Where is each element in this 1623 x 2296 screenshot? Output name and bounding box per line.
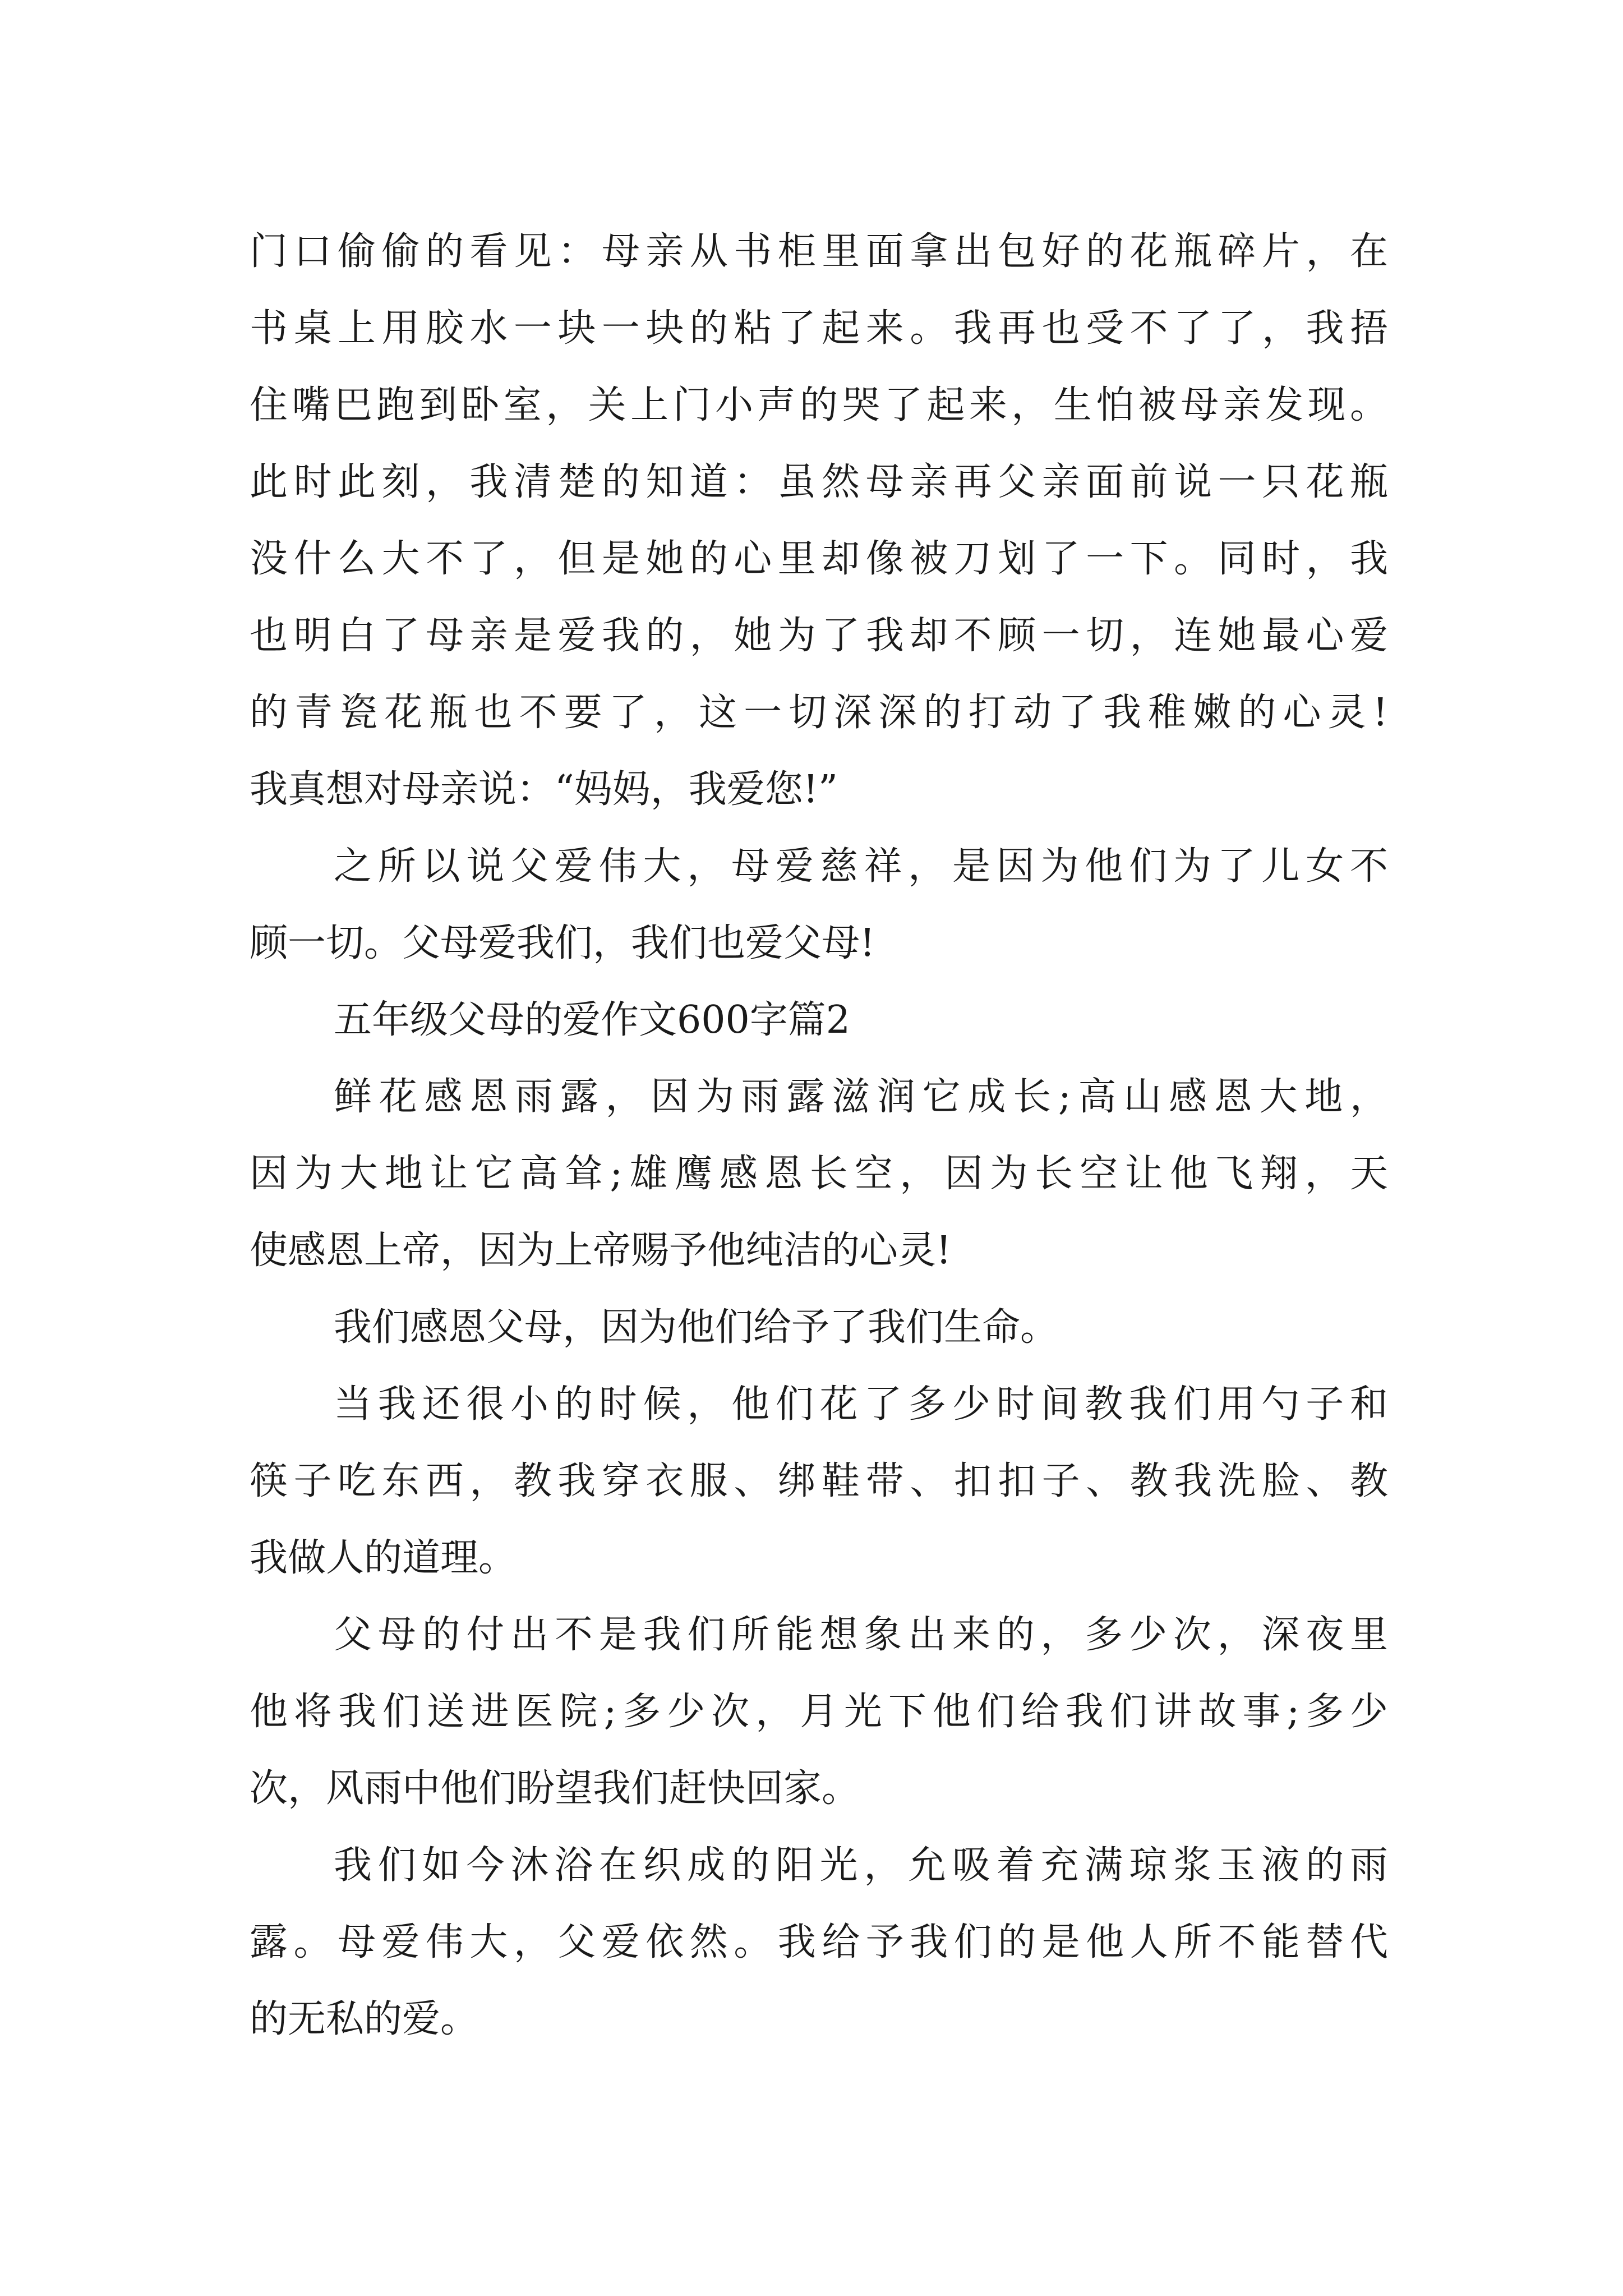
text-line: 因为大地让它高耸;雄鹰感恩长空，因为长空让他飞翔，天 bbox=[250, 1152, 1388, 1196]
text-line: 也明白了母亲是爱我的，她为了我却不顾一切，连她最心爱 bbox=[250, 614, 1388, 658]
text-line: 没什么大不了，但是她的心里却像被刀划了一下。同时，我 bbox=[250, 537, 1388, 581]
text-line: 的青瓷花瓶也不要了，这一切深深的打动了我稚嫩的心灵! bbox=[250, 691, 1388, 735]
essay-body bbox=[250, 213, 1388, 2058]
paragraph-first-line: 我们感恩父母，因为他们给予了我们生命。 bbox=[334, 1305, 1059, 1350]
text-line: 此时此刻，我清楚的知道：虽然母亲再父亲面前说一只花瓶 bbox=[250, 460, 1388, 504]
paragraph-first-line: 之所以说父爱伟大，母爱慈祥，是因为他们为了儿女不 bbox=[334, 844, 1388, 889]
text-line: 书桌上用胶水一块一块的粘了起来。我再也受不了了，我捂 bbox=[250, 306, 1388, 351]
text-line: 我真想对母亲说：“妈妈，我爱您!” bbox=[250, 767, 838, 812]
text-line: 次，风雨中他们盼望我们赶快回家。 bbox=[250, 1766, 860, 1811]
paragraph-first-line: 我们如今沐浴在织成的阳光，允吸着充满琼浆玉液的雨 bbox=[334, 1843, 1388, 1888]
text-line: 他将我们送进医院;多少次，月光下他们给我们讲故事;多少 bbox=[250, 1690, 1388, 1734]
paragraph-first-line: 父母的付出不是我们所能想象出来的，多少次，深夜里 bbox=[334, 1613, 1388, 1657]
text-line: 我做人的道理。 bbox=[250, 1536, 517, 1580]
paragraph-first-line: 当我还很小的时候，他们花了多少时间教我们用勺子和 bbox=[334, 1382, 1388, 1427]
paragraph-first-line: 五年级父母的爱作文600字篇2 bbox=[334, 998, 851, 1042]
paragraph-first-line: 鲜花感恩雨露，因为雨露滋润它成长;高山感恩大地， bbox=[334, 1075, 1388, 1119]
text-line: 露。母爱伟大，父爱依然。我给予我们的是他人所不能替代 bbox=[250, 1920, 1388, 1964]
text-line: 门口偷偷的看见：母亲从书柜里面拿出包好的花瓶碎片，在 bbox=[250, 229, 1388, 274]
text-line: 使感恩上帝，因为上帝赐予他纯洁的心灵! bbox=[250, 1228, 952, 1273]
text-line: 的无私的爱。 bbox=[250, 1997, 479, 2041]
text-line: 顾一切。父母爱我们，我们也爱父母! bbox=[250, 921, 875, 965]
text-line: 筷子吃东西，教我穿衣服、绑鞋带、扣扣子、教我洗脸、教 bbox=[250, 1459, 1388, 1503]
text-line: 住嘴巴跑到卧室，关上门小声的哭了起来，生怕被母亲发现。 bbox=[250, 383, 1388, 427]
